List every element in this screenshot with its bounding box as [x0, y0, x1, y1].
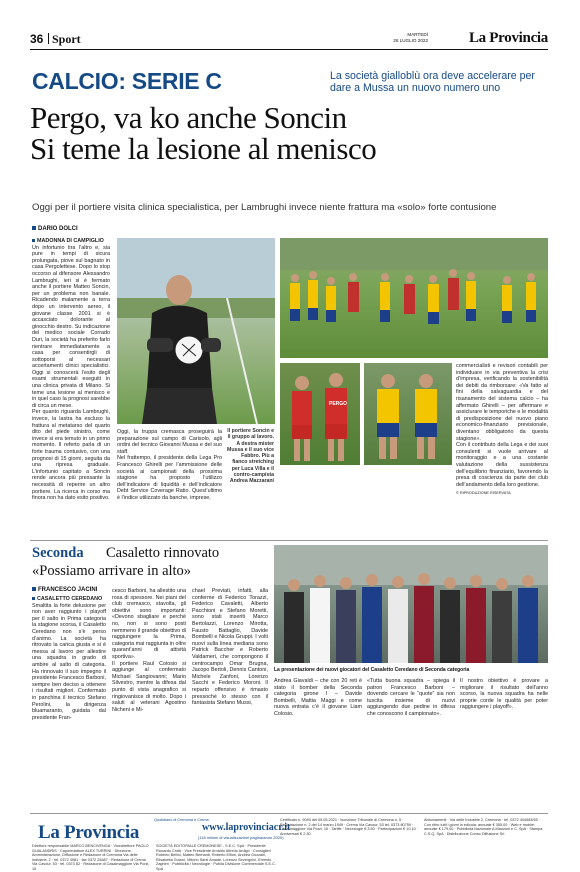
second-byline-author: FRANCESCO JACINI: [38, 587, 98, 593]
page-number: 36: [30, 32, 44, 46]
photo-team-training: [280, 238, 548, 358]
second-col-6-text: Il nostro obiettivo è provare a migliorare il risultato dell’anno scorso, la nuova squadra ha nelle proprie corde le qualità per poter raggiungere i playoff».: [460, 678, 548, 711]
second-byline: [32, 587, 97, 593]
photo-coaches: [280, 363, 360, 465]
second-kicker: Seconda: [32, 545, 84, 561]
footer-url-sub: (118 milioni di visualizzazioni pagina/anno 2020): [198, 835, 284, 840]
article-divider: [30, 540, 548, 541]
main-article-col-3: [456, 363, 548, 534]
footer-block-1: Direttore responsabile MARCO BENCIVENGA · Vicedirettore PAOLO GUALANDRIS · Caporedattore ALEX TURRINI · Direzione, Amministrazione, Diffusione e Redazione di Cremona Via delle Industrie, 2 · tel. 0372 4981 · fax 0372 28487 · Redazione di Crema Via Cavour, 53 · tel. 0373 82 · Redazione di Casalmaggiore Via Porzi, 15: [32, 844, 150, 871]
kicker-row: [30, 68, 548, 96]
dateline: [32, 238, 110, 245]
copyright-note: © RIPRODUZIONE RISERVATA: [456, 491, 511, 496]
second-col-2-text: cesco Barboni, ha allestito una rosa di spessore. Nei piani del club cremasco, stavolta, gli obiettivi sono importanti: «Devono sbagliare e perché no, non si sono posti nemmeno il grande obiettivo di raggiungere la Prima, categoria mai raggiunta in oltre quarant’anni di attività sportiva». Il portiere Raul Coiosio si aggiunge al confermato Michael Sangiovanni; Mario Silvestro, mentre la difesa dal punto di vista anagrafico si ringiovanisce di molto. Dopo i saluti al veterani Agostino Nicheni e Mi-: [112, 588, 187, 713]
footer-logo: La Provincia: [38, 822, 140, 843]
second-dateline: [32, 596, 106, 603]
dateline-marker-icon: [32, 239, 35, 242]
second-headline-2: «Possiamo arrivare in alto»: [32, 563, 192, 579]
col-2-text: Oggi, la truppa cremasca proseguirà la preparazione sul campo di Carisolo, agli ordini del tecnico Giovanni Mussa e del suo staff. Nel frattempo, il presidente della Lega Pro Francesco Ghirelli per l’ammissione delle società ai campionati della prossima stagione ha proposto l’utilizzo dell’indicatore di liquidità e dell’indicatore Debt Service Coverage Ratio. Quest’ultimo è l’indice utilizzato da banche, imprese,: [117, 429, 222, 501]
main-headline: [30, 102, 548, 164]
headline-line-2: Si teme la lesione al menisco: [30, 131, 377, 166]
footer-block-3: Certificato n. 9094 del 05.05.2021 · Iscrizione Tribunale di Cremona n. 5 · Registrazione n. 2 del 14 marzo 1949 · Crema Via Cavour, 53 tel. 0373 80759 · Casalmaggiore Via Porzi, 15 · Tariffe · Necrologie € 3,50 · Partecipazioni € 10,10 · Anniversari € 2,30: [280, 818, 419, 836]
second-col-3-text: chael Previati, infatti, alla conferme di Federico Torazzi, Federico Cavaletti, Alberto Pacchioni e Stefano Moretti, sono stati inseriti Marco Bertolazzi, Lorenzo Mirotta, Fausto Battaglio, Davide Bombelli e Nicola Gruppi. I volti nuovi sulla linea mediana sono Patrick Baccher e Roberto Valdameri, che compongono il centrocampo Omar Brugna, Jacopo Bertoli, Dennis Cantoni, Michele Zanfoni, Lorenzo Sacchi e Federico Moroni. Il reparto offensivo è rimasto pressoché lo stesso con il fantasista Stefano Mussi,: [192, 588, 268, 707]
header-date: [393, 32, 428, 43]
goalkeeper-photo-illustration: [117, 238, 275, 424]
second-col-1-text: Smaltita la forte delusione per non aver raggiunto i playoff per il salto in Prima categoria la stagione scorsa, il Casaletto Ceredano non s’è perso d’animo. La società ha ritrovato la carica giusta e si è messa al lavoro per allestire una squadra in grado di ambire al salto di categoria. Ha rinnovato il suo impegno il presidente Francesco Barboni, sempre ben deciso a ottenere i risultati migliori. Confermato in panchina il tecnico Stefano Perolini, la dirigenza bluamaranto, guidata dal presidente Fran-: [32, 602, 106, 721]
date-day: 26 LUGLIO 2022: [393, 37, 428, 43]
photo-caption: Il portiere Soncin e il gruppo al lavoro. A destra mister Mussa e il suo vice Fabbro. Più a fianco stretching per Luca Villa e il contro-campista Andrea Mazzarani: [227, 428, 274, 485]
col-1-text: Un infortunio tira l’altro e, sia pure in tempi di sicura prolungata, piove sul bagnato in casa Pergolettese. Dopo lo stop occorso al difensore Alessandro Lambrughi, ieri si è fermato anche il portiere Matteo Soncin, per un problema non banale. Ricadendo malamente a terra dopo un intervento aereo, il giovane classe 2001 si è accasciato dolorante al ginocchio destro. Su indicazione del medico sociale Corrado Duri, la società ha preferito farlo rientrare immediatamente a casa per consentirgli di sottoporsi al necessari accertamenti clinici specialistici. Oggi si conoscerà l’esito degli esami strumentali eseguiti in una clinica privata di Milano. Si teme una lesione al menisco e in quel caso la prognosi sarebbe di circa un mese. Per quanto riguarda Lambrughi, invece, la lastra ha escluso la frattura al metatarso del quarto dito del piede sinistro, come invece si era temuto in un primo momento. Il referto parla di un forte trauma contusivo, con una prognosi di 15 giorni, seguita da una ripresa graduale. L’infortunio capitato a Soncin rende ancora più pressante la necessità di reperire un altro portiere. La ricerca in corso ma finora non ha dato esito positivo.: [32, 244, 110, 502]
second-col-4: [274, 678, 362, 808]
byline-author: DARIO DOLCI: [38, 226, 78, 232]
group-photo-illustration: [274, 545, 548, 663]
team-photo-illustration: [280, 238, 548, 358]
second-col-5-text: «Tutta buona squadra – spiega il patron Francesco Barboni – dovendo cercare le “quote” sia non tuscita insieme di nuovi aggiungendo due pedine in difesa che conoscono il campionato».: [367, 678, 455, 717]
article-kicker: CALCIO: SERIE C: [32, 68, 222, 94]
second-col-2: [112, 588, 186, 808]
photo-goalkeeper: [117, 238, 275, 424]
kicker-side-text: La società gialloblù ora deve accelerare per dare a Mussa un nuovo numero uno: [330, 70, 535, 94]
main-article-col-2: [117, 429, 222, 534]
header-separator: [48, 33, 49, 44]
second-headline-1: Casaletto rinnovato: [106, 545, 220, 561]
second-photo-caption: La presentazione dei nuovi giocatori del Casaletto Ceredano di Seconda categoria: [274, 667, 470, 673]
page-footer: [30, 813, 548, 871]
footer-logo-tag: Quotidiano di Cremona e Crema: [154, 818, 209, 822]
second-col-4-text: Andrea Giavaldi – che con 20 reti è stato il bomber della Seconda categoria girone I – Davide Bombelli, Mattia Maggi e come nuova entrata c’è il giovane Liam Colosio.: [274, 678, 362, 717]
second-col-1: [32, 596, 106, 808]
page-header: [30, 30, 548, 50]
col-3-text: commercialisti e revisori contabili per individuare in via preventiva la crisi d’impresa, verificando la sostenibilità dei debiti da rimborsare: «Va fatto al fini della salvaguardia e del risanamento del sistema calcio – ha affermato Ghirelli – per affermare e assiclurare le temporiche e le modalità di predisposizione del nuovo piano economico-finanziario previsionale, diventano obbligatorio da questa stagione». Con il contributo della Lega e dei suoi consulenti si vuole arrivare al monitoraggio e a una costante valutazione della sussistenza dell’equilibrio finanziario, favorendo la presa di coscienza da parte dei club dell’andamento della loro gestione.: [456, 363, 548, 488]
dateline-location: MADONNA DI CAMPIGLIO: [37, 238, 104, 244]
second-col-5: [367, 678, 455, 808]
byline-marker-icon: [32, 226, 36, 230]
section-name: Sport: [52, 32, 81, 46]
headline-line-1: Pergo, va ko anche Soncin: [30, 100, 347, 135]
jersey-text: PERGO: [329, 401, 348, 407]
article-byline: [32, 226, 78, 232]
main-article-col-1: [32, 238, 110, 534]
second-col-6: [460, 678, 548, 808]
date-weekday: MARTEDÌ: [407, 32, 428, 37]
footer-website-link[interactable]: www.laprovinciacr.it: [202, 822, 291, 833]
players-photo-illustration: [364, 363, 452, 465]
second-dateline-location: CASALETTO CEREDANO: [37, 596, 103, 602]
dateline-marker-icon: [32, 597, 35, 600]
footer-block-2: SOCIETÀ EDITORIALE CREMONESE - S.E.C. SpA · Presidente Riccardo Crotti · Vice Presidente Arnaldo Alfredo Ardigò · Consiglieri Roberto Bellini, Matteo Bernardi, Roberto Elfiori, Andrea Gozzani, Elisabetta Guiani, Vittorio Sarzi Amadé, Lorenzo Severgnini, Ernesto Zaghen · Pubblicità / Necrologie · Publia Divisione Commerciale S.E.C. SpA: [156, 844, 276, 871]
paper-logo: La Provincia: [468, 30, 548, 46]
article-summary: Oggi per il portiere visita clinica specialistica, per Lambrughi invece niente frattura ma «solo» forte contusione: [32, 202, 497, 213]
newspaper-page: [30, 30, 548, 871]
second-col-3: [192, 588, 268, 808]
footer-block-4: Abbonamenti · Via delle Industrie 2, Cremona · tel. 0372 404583/65 · Con ritiro tutti i giorni in edicola: annuale € 355,00 · Web e mobile: annuale € 179,00 · Pubblicità Nazionale A.Manzoni e C. SpA · Stampa C.S.Q. SpA · Distribuzione Conso Diffusione Srl: [424, 818, 543, 836]
photo-casaletto-group: [274, 545, 548, 663]
photo-two-players: [364, 363, 452, 465]
coaches-photo-illustration: [280, 363, 360, 465]
byline-marker-icon: [32, 587, 36, 591]
